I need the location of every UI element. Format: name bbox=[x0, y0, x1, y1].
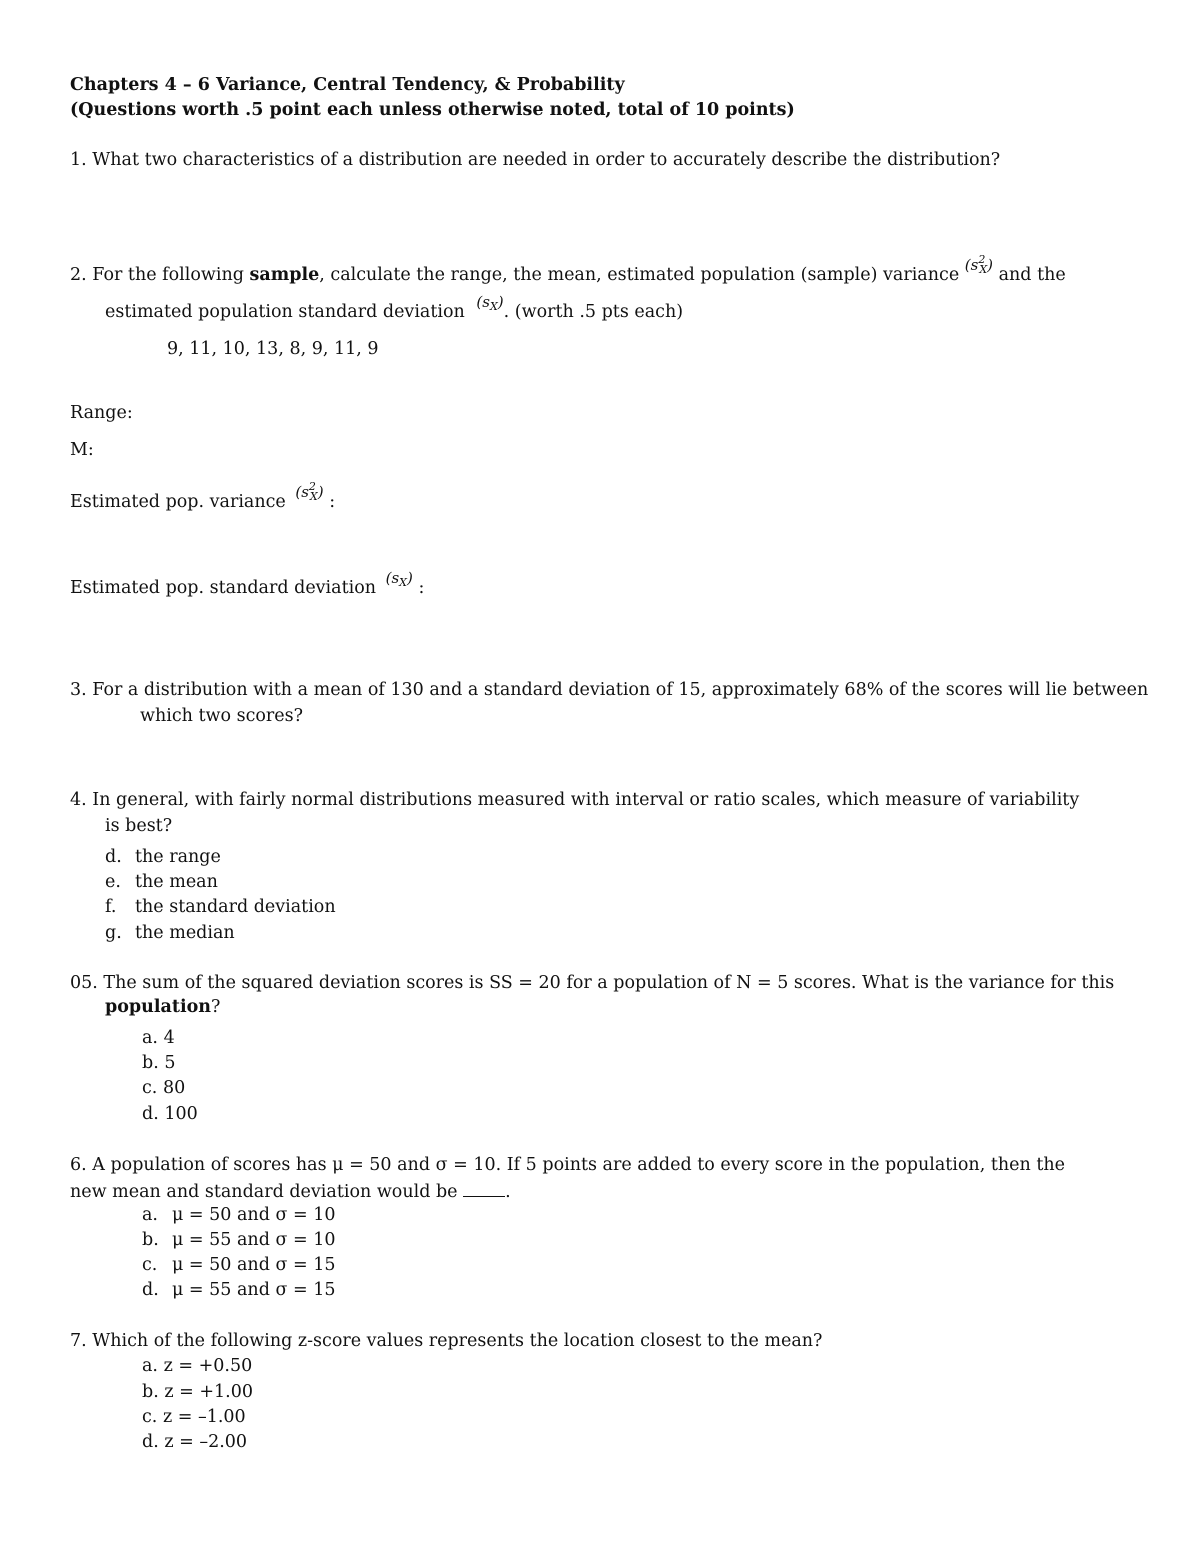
range-label: Range: bbox=[70, 403, 133, 423]
variance-label: Estimated pop. variance bbox=[70, 492, 286, 512]
sample-data: 9, 11, 10, 13, 8, 9, 11, 9 bbox=[167, 339, 379, 359]
question-number: 3. bbox=[70, 680, 87, 700]
sample-sd-symbol: $(s_X)$ bbox=[476, 293, 504, 313]
question-text: What two characteristics of a distribution are needed in order to accurately describe the distribution? bbox=[92, 150, 1001, 170]
answer-option: g. the median bbox=[105, 923, 235, 943]
question-2-line-1 bbox=[70, 253, 1066, 285]
question-number: 2. bbox=[70, 265, 87, 285]
variance-label-line bbox=[70, 480, 336, 512]
answer-option: d. the range bbox=[105, 847, 221, 867]
answer-option: b. 5 bbox=[142, 1053, 176, 1073]
sd-symbol: $(s_X)$ bbox=[385, 569, 413, 589]
answer-option: b. μ = 55 and σ = 10 bbox=[142, 1230, 336, 1250]
answer-option: a. z = +0.50 bbox=[142, 1356, 253, 1376]
question-4-line-1 bbox=[70, 792, 1079, 810]
question-3-line-1 bbox=[70, 682, 1148, 700]
variance-symbol: $(s^2_X)$ bbox=[295, 480, 324, 503]
answer-blank bbox=[463, 1182, 505, 1197]
question-text: In general, with fairly normal distributions measured with interval or ratio scales, which measure of variability bbox=[92, 790, 1080, 810]
question-3-line-2: which two scores? bbox=[140, 706, 303, 726]
question-6-line-2: new mean and standard deviation would be . bbox=[70, 1182, 511, 1202]
sample-variance-symbol: $(s^2_X)$ bbox=[964, 253, 994, 276]
question-text: The sum of the squared deviation scores is SS = 20 for a population of N = 5 scores. What is the variance for this bbox=[103, 973, 1115, 993]
page-subtitle: (Questions worth .5 point each unless otherwise noted, total of 10 points) bbox=[70, 100, 795, 120]
answer-option: d. μ = 55 and σ = 15 bbox=[142, 1280, 336, 1300]
question-text-bold: sample bbox=[249, 265, 320, 285]
question-text: and the bbox=[998, 265, 1066, 285]
question-text: For a distribution with a mean of 130 and a standard deviation of 15, approximately 68% of the scores will lie between bbox=[92, 680, 1149, 700]
question-4-line-2: is best? bbox=[105, 816, 173, 836]
answer-option: d. z = –2.00 bbox=[142, 1432, 248, 1452]
colon: : bbox=[329, 492, 336, 512]
question-1 bbox=[70, 152, 1000, 170]
mean-label: M: bbox=[70, 440, 94, 460]
answer-option: f. the standard deviation bbox=[105, 897, 336, 917]
answer-option: a. 4 bbox=[142, 1028, 175, 1048]
question-number: 4. bbox=[70, 790, 87, 810]
question-text: Which of the following z-score values represents the location closest to the mean? bbox=[92, 1331, 823, 1351]
question-number: 6. bbox=[70, 1155, 87, 1175]
answer-option: b. z = +1.00 bbox=[142, 1382, 253, 1402]
question-7 bbox=[70, 1333, 822, 1351]
question-text: A population of scores has μ = 50 and σ = 10. If 5 points are added to every score in the population, then the bbox=[92, 1155, 1065, 1175]
answer-option: c. 80 bbox=[142, 1078, 186, 1098]
question-6-line-1 bbox=[70, 1157, 1065, 1175]
answer-option: e. the mean bbox=[105, 872, 218, 892]
question-2-line-2 bbox=[105, 293, 684, 322]
question-text: estimated population standard deviation bbox=[105, 302, 465, 322]
answer-option: d. 100 bbox=[142, 1104, 198, 1124]
question-5-line-1 bbox=[70, 975, 1114, 993]
sd-label: Estimated pop. standard deviation bbox=[70, 578, 377, 598]
question-text: , calculate the range, the mean, estimated population (sample) variance bbox=[319, 265, 960, 285]
page-title: Chapters 4 – 6 Variance, Central Tendency, & Probability bbox=[70, 75, 625, 95]
sd-label-line bbox=[70, 569, 425, 598]
answer-option: c. z = –1.00 bbox=[142, 1407, 246, 1427]
question-number: 7. bbox=[70, 1331, 87, 1351]
question-number: 1. bbox=[70, 150, 87, 170]
question-5-line-2: population? bbox=[105, 997, 221, 1017]
question-text: For the following bbox=[92, 265, 244, 285]
colon: : bbox=[418, 578, 425, 598]
answer-option: c. μ = 50 and σ = 15 bbox=[142, 1255, 336, 1275]
question-text: . (worth .5 pts each) bbox=[503, 302, 684, 322]
question-number: 05. bbox=[70, 973, 98, 993]
answer-option: a. μ = 50 and σ = 10 bbox=[142, 1205, 336, 1225]
